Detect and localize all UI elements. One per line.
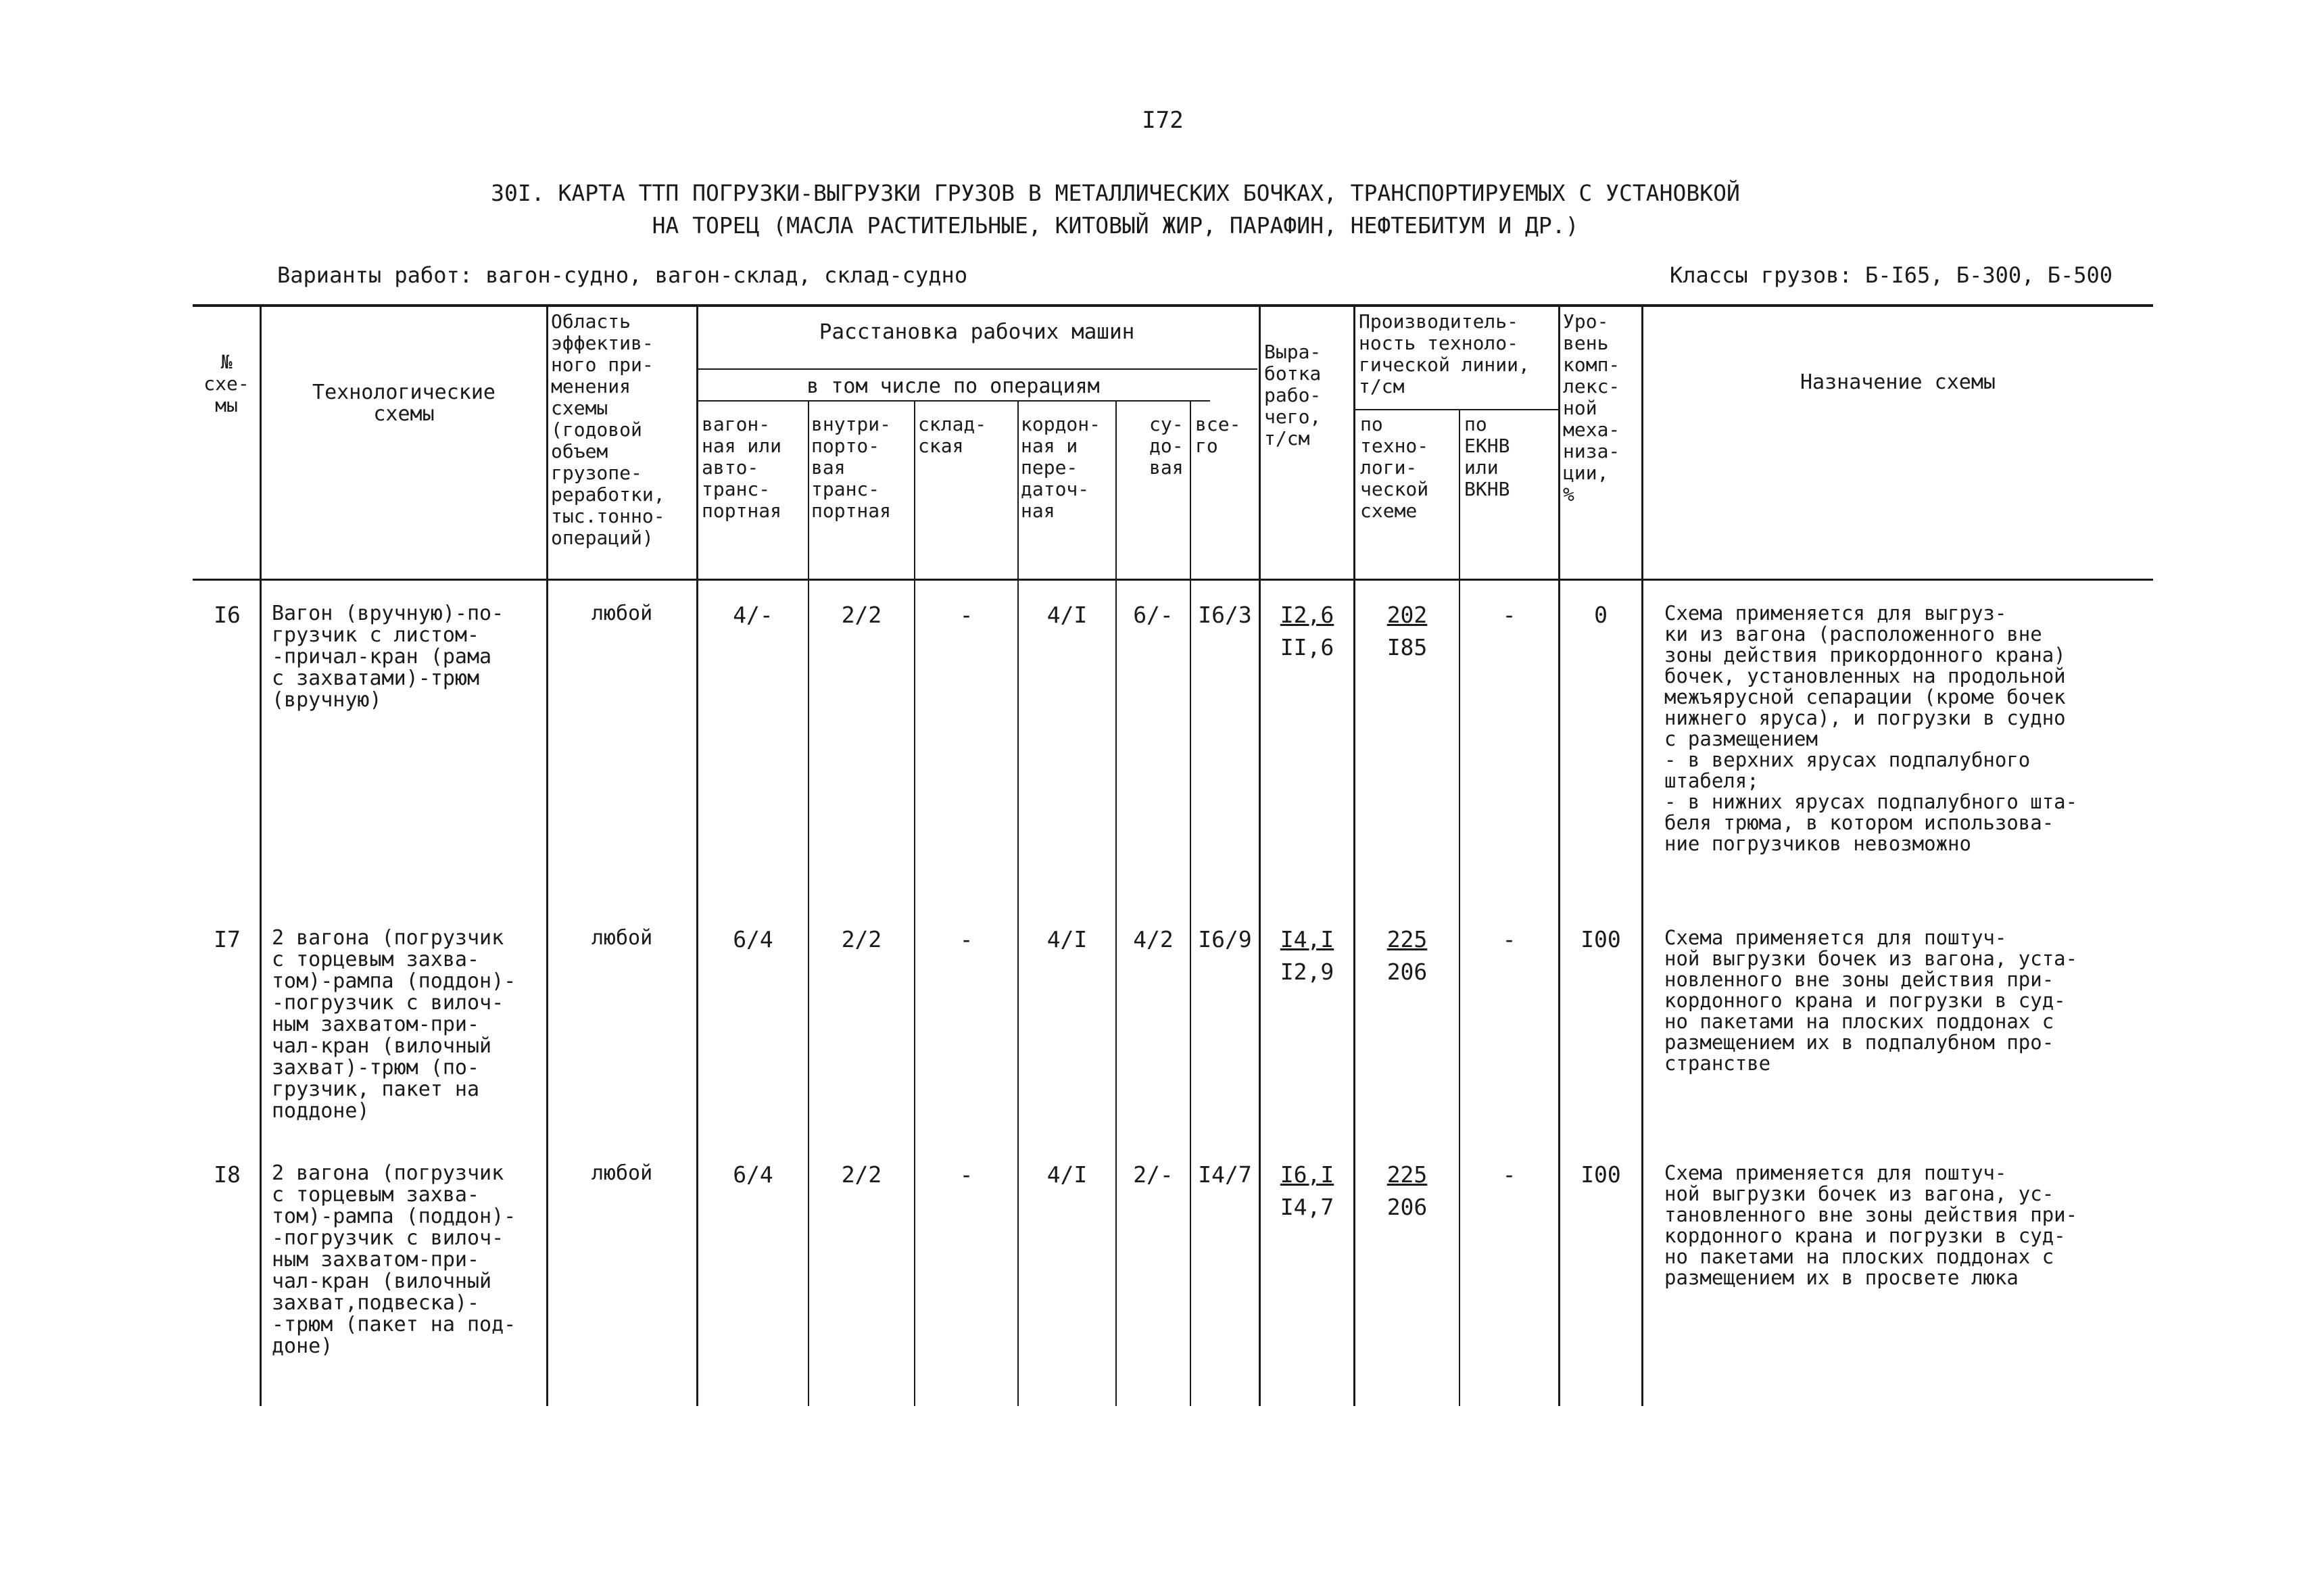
productivity-bottom: 206	[1386, 1194, 1428, 1220]
col-divider	[1017, 400, 1019, 1406]
warehouse-value: -	[959, 926, 973, 952]
wagon-value: 4/-	[733, 602, 773, 628]
productivity-bottom: I85	[1386, 634, 1428, 660]
scheme-purpose-text: Схема применяется для выгруз- ки из вагона (расположенного вне зоны действия прикордонного крана) бочек, установленных на продольной межъярусной сепарации (кроме бочек нижнего яруса), и погрузки в судно с размещением - в верхних ярусах подпалубного штабеля; - в нижних ярусах подпалубного шта- беля трюма, в котором использова- ние погрузчиков невозможно	[1664, 602, 2078, 855]
header-by-eknv: по ЕКНВ или ВКНВ	[1464, 413, 1510, 500]
row-number: I7	[214, 926, 241, 952]
operations-subheader-rule	[696, 400, 1210, 402]
warehouse-value: -	[959, 1161, 973, 1188]
productivity-top: 202	[1386, 602, 1428, 628]
cordon-value: 4/I	[1046, 926, 1088, 952]
col-divider	[1641, 304, 1643, 1406]
table-header-bottom-rule	[193, 579, 2153, 581]
col-divider	[696, 304, 698, 1406]
scheme-purpose-text: Схема применяется для поштуч- ной выгрузки бочек из вагона, ус- тановленного вне зоны действия при- кордонного крана и погрузки в суд- но пакетами на плоских поддонах с размещением их в просвете люка	[1664, 1161, 2078, 1289]
header-total: все- го	[1195, 413, 1241, 457]
header-warehouse: склад- ская	[918, 413, 987, 457]
col-divider	[260, 304, 262, 1406]
worker-output-bottom: II,6	[1280, 634, 1334, 660]
ship-value: 4/2	[1133, 926, 1174, 952]
cordon-value: 4/I	[1046, 1161, 1088, 1188]
header-by-tech-scheme: по техно- логи- ческой схеме	[1360, 413, 1429, 522]
total-value: I6/9	[1198, 926, 1252, 952]
work-variants: Варианты работ: вагон-судно, вагон-склад, склад-судно	[277, 262, 968, 288]
page-number: I72	[1142, 107, 1184, 134]
header-ship: су- до- вая	[1149, 413, 1184, 479]
header-worker-output: Выра- ботка рабо- чего, т/см	[1264, 341, 1322, 450]
tech-scheme-text: Вагон (вручную)-по- грузчик с листом- -причал-кран (рама с захватами)-трюм (вручную)	[272, 602, 504, 712]
col-divider	[1459, 409, 1460, 1406]
mechanization-value: 0	[1594, 602, 1608, 628]
eknv-value: -	[1502, 926, 1516, 952]
wagon-value: 6/4	[733, 926, 773, 952]
application-area: любой	[591, 1161, 653, 1185]
worker-output-top: I2,6	[1280, 602, 1334, 628]
eknv-value: -	[1502, 602, 1516, 628]
scheme-purpose-text: Схема применяется для поштуч- ной выгрузки бочек из вагона, уста- новленного вне зоны действия при- кордонного крана и погрузки в суд- но пакетами на плоских поддонах с размещением их в подпалубном про- странстве	[1664, 926, 2078, 1075]
internal-transport-value: 2/2	[841, 926, 882, 952]
row-number: I6	[214, 602, 241, 628]
document-title: 30I. КАРТА ТТП ПОГРУЗКИ-ВЫГРУЗКИ ГРУЗОВ В МЕТАЛЛИЧЕСКИХ БОЧКАХ, ТРАНСПОРТИРУЕМЫХ С УСТАНОВКОЙ НА ТОРЕЦ (МАСЛА РАСТИТЕЛЬНЫЕ, КИТОВЫЙ ЖИР, ПАРАФИН, НЕФТЕБИТУМ И ДР.)	[491, 180, 1740, 239]
worker-output-bottom: I4,7	[1280, 1194, 1334, 1220]
header-scheme-number: № схе- мы	[203, 351, 249, 416]
header-line-productivity: Производитель- ность техноло- гической линии, т/см	[1359, 310, 1530, 397]
col-divider	[1190, 400, 1191, 1406]
application-area: любой	[591, 602, 653, 625]
header-machine-placement: Расстановка рабочих машин	[819, 320, 1135, 344]
header-cordon: кордон- ная и пере- даточ- ная	[1021, 413, 1101, 522]
wagon-value: 6/4	[733, 1161, 773, 1188]
productivity-subheader-rule	[1355, 409, 1558, 410]
col-divider	[1115, 400, 1117, 1406]
eknv-value: -	[1502, 1161, 1516, 1188]
mechanization-value: I00	[1581, 926, 1621, 952]
ship-value: 2/-	[1133, 1161, 1174, 1188]
tech-scheme-text: 2 вагона (погрузчик с торцевым захва- том)-рампа (поддон)- -погрузчик с вилоч- ным захватом-при- чал-кран (вилочный захват)-трюм (по- грузчик, пакет на поддоне)	[272, 926, 516, 1123]
header-internal-transport: внутри- порто- вая транс- портная	[811, 413, 892, 522]
cargo-classes: Классы грузов: Б-I65, Б-300, Б-500	[1670, 262, 2113, 288]
internal-transport-value: 2/2	[841, 1161, 882, 1188]
header-tech-schemes: Технологические схемы	[312, 381, 496, 426]
table-top-rule	[193, 304, 2153, 307]
total-value: I4/7	[1198, 1161, 1252, 1188]
tech-scheme-text: 2 вагона (погрузчик с торцевым захва- том)-рампа (поддон)- -погрузчик с вилоч- ным захватом-при- чал-кран (вилочный захват,подвеска)- -трюм (пакет на под- доне)	[272, 1161, 516, 1358]
row-number: I8	[214, 1161, 241, 1188]
total-value: I6/3	[1198, 602, 1252, 628]
col-divider	[1353, 304, 1355, 1406]
internal-transport-value: 2/2	[841, 602, 882, 628]
col-divider	[1558, 304, 1560, 1406]
productivity-top: 225	[1386, 1161, 1428, 1188]
header-scheme-purpose: Назначение схемы	[1800, 370, 1996, 394]
application-area: любой	[591, 926, 653, 950]
warehouse-value: -	[959, 602, 973, 628]
header-application-area: Область эффектив- ного при- менения схемы (годовой объем грузопе- реработки, тыс.тонно- операций)	[551, 310, 665, 549]
col-divider	[546, 304, 548, 1406]
cordon-value: 4/I	[1046, 602, 1088, 628]
ship-value: 6/-	[1133, 602, 1174, 628]
col-divider	[914, 400, 915, 1406]
worker-output-top: I4,I	[1280, 926, 1334, 952]
header-mechanization-level: Уро- вень комп- лекс- ной меха- низа- ции, %	[1563, 310, 1620, 506]
mechanization-value: I00	[1581, 1161, 1621, 1188]
header-by-operations: в том числе по операциям	[806, 374, 1100, 398]
col-divider	[1259, 304, 1261, 1406]
productivity-bottom: 206	[1386, 959, 1428, 985]
worker-output-top: I6,I	[1280, 1161, 1334, 1188]
header-wagon: вагон- ная или авто- транс- портная	[702, 413, 782, 522]
worker-output-bottom: I2,9	[1280, 959, 1334, 985]
col-divider	[808, 400, 809, 1406]
productivity-top: 225	[1386, 926, 1428, 952]
placement-subheader-rule	[696, 368, 1257, 370]
